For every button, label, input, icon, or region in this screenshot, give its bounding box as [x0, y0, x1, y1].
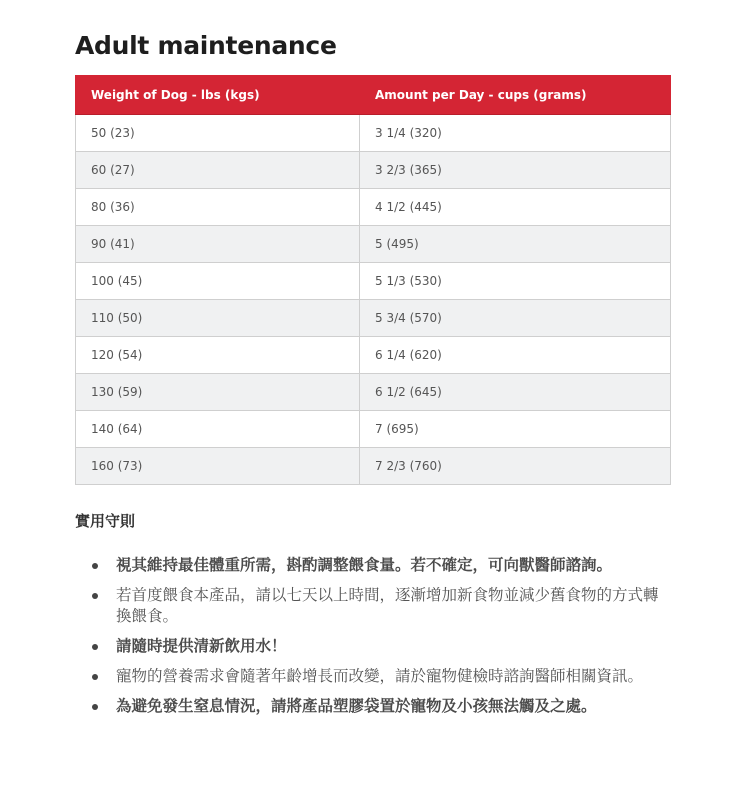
weight-cell: 130 (59): [76, 374, 360, 411]
table-row: [76, 226, 671, 263]
feeding-table: [75, 75, 671, 485]
bullet-icon: [92, 593, 98, 599]
amount-cell: 5 3/4 (570): [360, 300, 671, 337]
list-item: [90, 555, 670, 576]
list-item: [90, 585, 670, 627]
column-header-amount: Amount per Day - cups (grams): [360, 76, 671, 115]
tips-heading: 實用守則: [75, 512, 136, 530]
table-row: [76, 263, 671, 300]
table-row: [76, 337, 671, 374]
table-row: [76, 374, 671, 411]
table-header-row: [76, 76, 671, 115]
bullet-icon: [92, 704, 98, 710]
tip-text: 寵物的營養需求會隨著年齡增長而改變，請於寵物健檢時諮詢醫師相關資訊。: [116, 667, 644, 685]
table-row: [76, 448, 671, 485]
table-row: [76, 300, 671, 337]
amount-cell: 6 1/2 (645): [360, 374, 671, 411]
amount-cell: 6 1/4 (620): [360, 337, 671, 374]
weight-cell: 100 (45): [76, 263, 360, 300]
bullet-icon: [92, 563, 98, 569]
tip-text: 若首度餵食本產品，請以七天以上時間，逐漸增加新食物並減少舊食物的方式轉換餵食。: [116, 586, 659, 625]
tip-text: 請隨時提供清新飲用水！: [116, 637, 287, 655]
amount-cell: 7 2/3 (760): [360, 448, 671, 485]
weight-cell: 110 (50): [76, 300, 360, 337]
amount-cell: 7 (695): [360, 411, 671, 448]
weight-cell: 140 (64): [76, 411, 360, 448]
table-row: [76, 152, 671, 189]
tip-text: 為避免發生窒息情況，請將產品塑膠袋置於寵物及小孩無法觸及之處。: [116, 697, 597, 715]
weight-cell: 50 (23): [76, 115, 360, 152]
table-row: [76, 115, 671, 152]
amount-cell: 5 (495): [360, 226, 671, 263]
page-title: Adult maintenance: [75, 30, 337, 60]
amount-cell: 5 1/3 (530): [360, 263, 671, 300]
list-item: [90, 636, 670, 657]
list-item: [90, 666, 670, 687]
amount-cell: 4 1/2 (445): [360, 189, 671, 226]
tips-list: [90, 555, 670, 726]
column-header-weight: Weight of Dog - lbs (kgs): [76, 76, 360, 115]
table-row: [76, 411, 671, 448]
tip-text: 視其維持最佳體重所需，斟酌調整餵食量。若不確定，可向獸醫師諮詢。: [116, 556, 613, 574]
weight-cell: 120 (54): [76, 337, 360, 374]
bullet-icon: [92, 674, 98, 680]
weight-cell: 160 (73): [76, 448, 360, 485]
list-item: [90, 696, 670, 717]
bullet-icon: [92, 644, 98, 650]
weight-cell: 60 (27): [76, 152, 360, 189]
amount-cell: 3 2/3 (365): [360, 152, 671, 189]
weight-cell: 80 (36): [76, 189, 360, 226]
weight-cell: 90 (41): [76, 226, 360, 263]
table-row: [76, 189, 671, 226]
amount-cell: 3 1/4 (320): [360, 115, 671, 152]
